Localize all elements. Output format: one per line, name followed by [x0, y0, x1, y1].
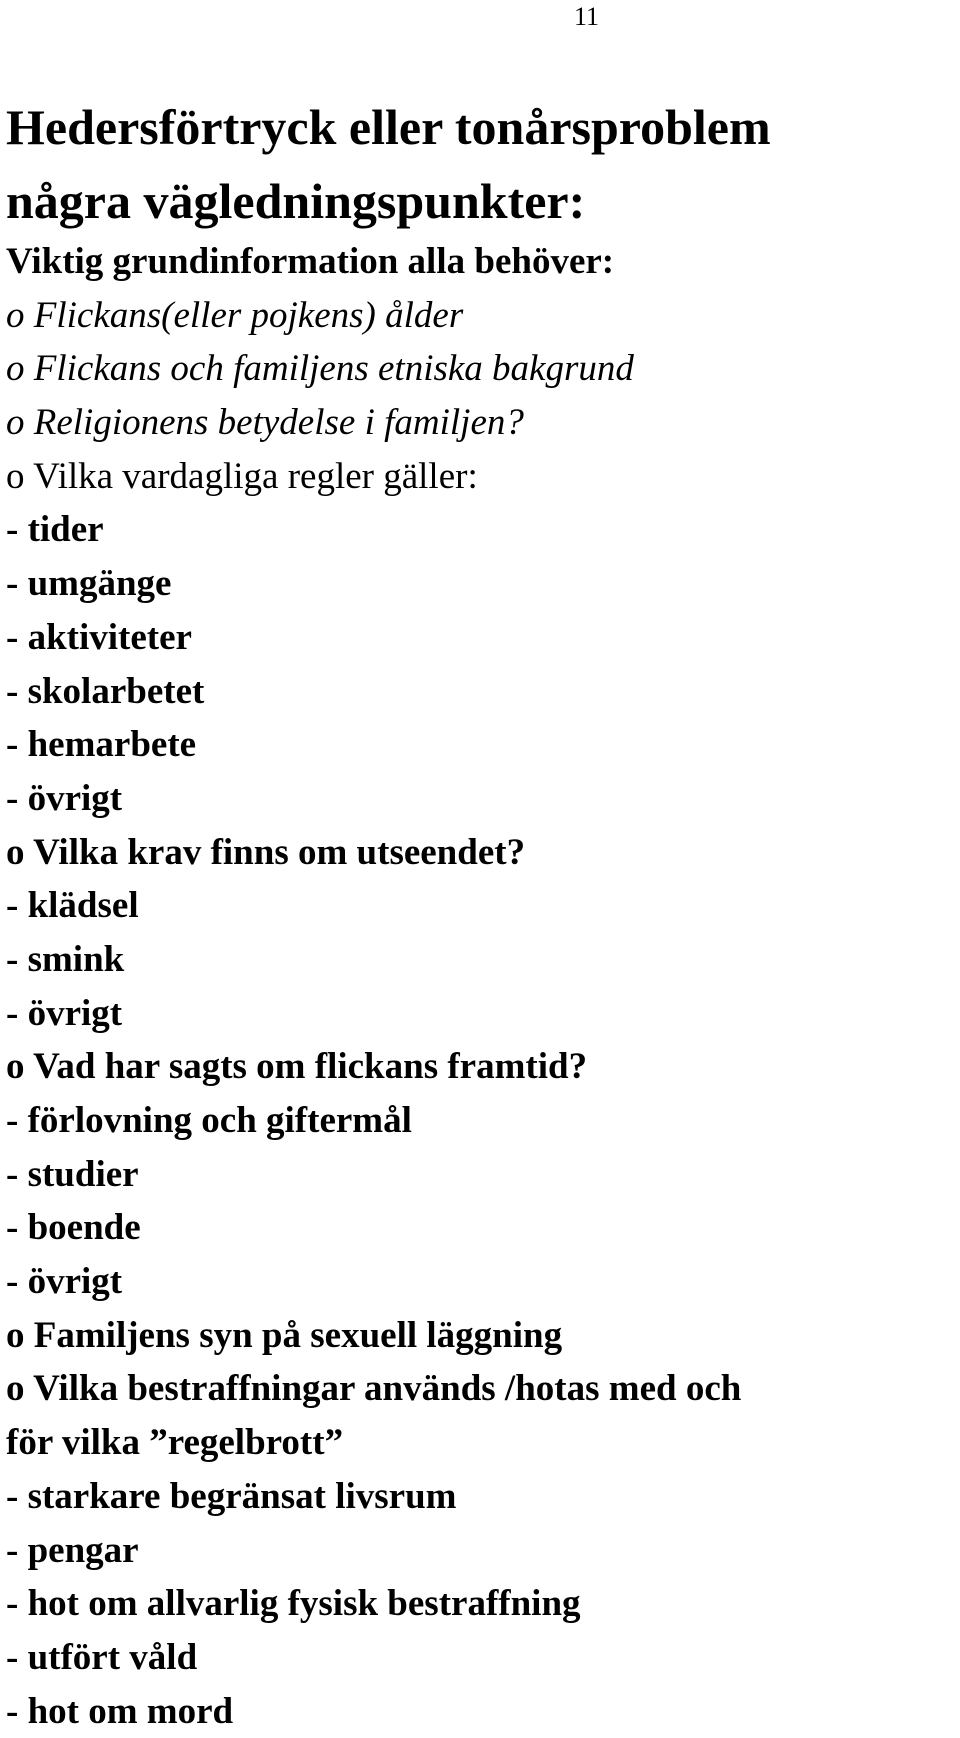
- list-item: - övrigt: [6, 992, 123, 1034]
- list-item: o Familjens syn på sexuell läggning: [6, 1314, 563, 1356]
- list-item: - pengar: [6, 1529, 139, 1571]
- list-item: - klädsel: [6, 885, 139, 927]
- list-item: - hot om mord: [6, 1690, 234, 1732]
- list-item: - studier: [6, 1153, 139, 1195]
- list-item: - smink: [6, 938, 125, 980]
- list-item: o Religionens betydelse i familjen?: [6, 402, 524, 444]
- list-item: - aktiviteter: [6, 616, 192, 658]
- list-item: - övrigt: [6, 1261, 123, 1303]
- list-item: Viktig grundinformation alla behöver:: [6, 241, 615, 282]
- list-item: o Vilka vardagliga regler gäller:: [6, 455, 478, 497]
- page-title: [6, 90, 956, 238]
- guidance-list: [6, 235, 956, 1738]
- list-item: - utfört våld: [6, 1636, 198, 1678]
- list-item: - umgänge: [6, 563, 172, 605]
- list-item: - skolarbetet: [6, 670, 205, 712]
- title-line-2: några vägledningspunkter:: [6, 173, 586, 229]
- list-item: - tider: [6, 509, 104, 551]
- list-item: - förlovning och giftermål: [6, 1100, 412, 1141]
- list-item: o Vad har sagts om flickans framtid?: [6, 1046, 588, 1088]
- list-item: - övrigt: [6, 777, 123, 819]
- list-item: för vilka ”regelbrott”: [6, 1422, 344, 1464]
- list-item: - hemarbete: [6, 724, 197, 766]
- title-line-1: Hedersförtryck eller tonårsproblem: [6, 99, 771, 155]
- list-item: - boende: [6, 1207, 141, 1249]
- list-item: o Flickans(eller pojkens) ålder: [6, 294, 464, 336]
- list-item: o Vilka bestraffningar används /hotas med och: [6, 1368, 742, 1410]
- page-number: 11: [574, 2, 600, 31]
- list-item: - starkare begränsat livsrum: [6, 1475, 457, 1517]
- list-item: - hot om allvarlig fysisk bestraffning: [6, 1583, 581, 1625]
- list-item: o Vilka krav finns om utseendet?: [6, 831, 526, 873]
- list-item: o Flickans och familjens etniska bakgrund: [6, 348, 634, 390]
